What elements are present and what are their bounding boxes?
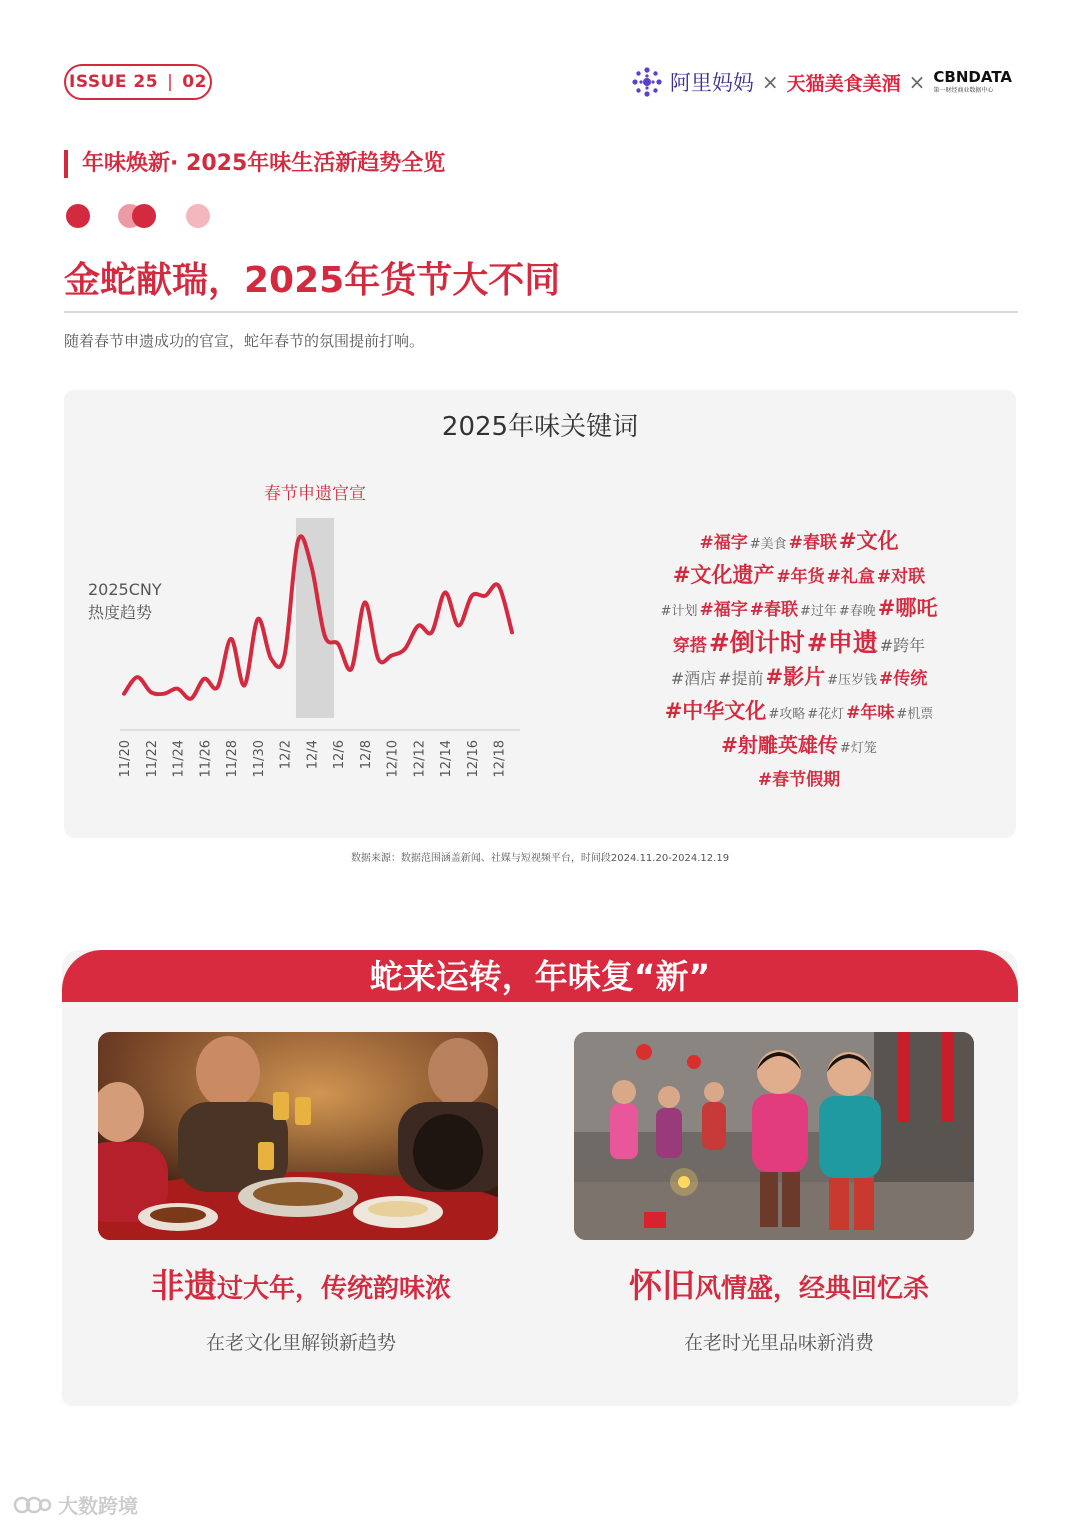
watermark bbox=[12, 1490, 138, 1519]
x-tick-label: 11/30 bbox=[251, 740, 267, 778]
keyword-tag: #过年 bbox=[799, 604, 837, 619]
keyword-tag: #中华文化 bbox=[664, 699, 767, 723]
data-point bbox=[216, 685, 220, 689]
data-point bbox=[149, 690, 153, 694]
data-point bbox=[443, 590, 447, 594]
keyword-tag: #文化 bbox=[838, 529, 899, 553]
series-label: 热度趋势 bbox=[88, 603, 153, 622]
decorative-dots bbox=[66, 203, 216, 229]
keyword-tag: #春联 bbox=[788, 533, 837, 553]
keyword-tag: #酒店 bbox=[670, 669, 717, 688]
data-point bbox=[189, 697, 193, 701]
red-dot-icon bbox=[132, 204, 156, 228]
x-tick-label: 11/26 bbox=[198, 740, 214, 778]
data-point bbox=[497, 584, 501, 588]
data-point bbox=[256, 617, 260, 621]
keyword-tag: #灯笼 bbox=[839, 741, 877, 756]
right-card-heading-rest: 风情盛，经典回忆杀 bbox=[694, 1274, 929, 1304]
subtitle: 随着春节申遗成功的官宣，蛇年春节的氛围提前打响。 bbox=[64, 332, 425, 350]
data-point bbox=[296, 539, 300, 543]
keyword-tag: #计划 bbox=[660, 604, 698, 619]
left-card-heading-emphasis: 非遗 bbox=[150, 1266, 217, 1305]
keyword-tag: #攻略 bbox=[768, 707, 806, 722]
keyword-tag: #春节假期 bbox=[757, 770, 841, 790]
data-point bbox=[202, 677, 206, 681]
keyword-tag: #春联 bbox=[749, 600, 798, 620]
data-point bbox=[323, 634, 327, 638]
children-sparklers-photo bbox=[574, 1032, 974, 1240]
data-point bbox=[122, 692, 126, 696]
cbndata-logo bbox=[933, 70, 1012, 94]
keyword-cloud bbox=[639, 526, 959, 796]
keyword-tag: #对联 bbox=[876, 567, 926, 587]
data-point bbox=[349, 667, 353, 671]
left-card-heading bbox=[62, 1260, 540, 1307]
series-label: 2025CNY bbox=[88, 580, 162, 599]
x-tick-label: 12/8 bbox=[358, 740, 374, 770]
data-point bbox=[135, 675, 139, 679]
alimama-name: 阿里妈妈 bbox=[669, 71, 754, 95]
cross-mark: × bbox=[761, 70, 779, 94]
keyword-tag: #申遗 bbox=[806, 628, 878, 657]
keyword-tag: #影片 bbox=[765, 665, 826, 689]
watermark-text: 大数跨境 bbox=[58, 1494, 138, 1518]
left-card-heading-rest: 过大年，传统韵味浓 bbox=[216, 1274, 451, 1304]
main-title: 金蛇献瑞，2025年货节大不同 bbox=[64, 260, 561, 301]
data-point bbox=[470, 594, 474, 598]
cbndata-subname: 第一财经商业数据中心 bbox=[933, 87, 994, 94]
data-point bbox=[309, 564, 313, 568]
issue-badge bbox=[64, 64, 212, 100]
data-point bbox=[242, 683, 246, 687]
keyword-tag: #射雕英雄传 bbox=[721, 733, 838, 757]
x-tick-label: 12/18 bbox=[492, 740, 508, 778]
keyword-tag: #跨年 bbox=[879, 636, 926, 655]
data-point bbox=[430, 630, 434, 634]
keyword-tag: #礼盒 bbox=[826, 567, 875, 587]
chart-title: 2025年味关键词 bbox=[441, 412, 639, 442]
data-point bbox=[162, 692, 166, 696]
issue-separator: | bbox=[167, 72, 174, 92]
data-point bbox=[176, 687, 180, 691]
x-tick-label: 12/10 bbox=[385, 740, 401, 778]
keyword-tag: #年味 bbox=[846, 703, 895, 723]
keyword-tag: #机票 bbox=[896, 707, 934, 722]
tmall-food-logo: 天猫美食美酒 bbox=[786, 72, 901, 95]
keyword-tag: #文化遗产 bbox=[672, 563, 775, 587]
keyword-tag: #传统 bbox=[879, 669, 928, 689]
cross-mark: × bbox=[908, 70, 926, 94]
trend-cards-panel bbox=[62, 950, 1018, 1406]
right-card-heading bbox=[540, 1260, 1018, 1307]
x-tick-label: 11/20 bbox=[118, 740, 133, 778]
partner-logos bbox=[630, 64, 1012, 100]
data-point bbox=[510, 630, 514, 634]
data-point bbox=[390, 654, 394, 658]
watermark-logo-icon bbox=[12, 1494, 52, 1516]
red-dot-icon bbox=[66, 204, 90, 228]
x-tick-label: 12/2 bbox=[278, 740, 294, 770]
source-note: 数据来源：数据范围涵盖新闻、社媒与短视频平台，时间段2024.11.20-2024.12.19 bbox=[350, 853, 730, 864]
x-tick-label: 11/28 bbox=[225, 740, 241, 778]
data-point bbox=[416, 624, 420, 628]
x-tick-label: 12/14 bbox=[439, 740, 455, 778]
keyword-tag: 穿搭 bbox=[672, 636, 707, 656]
keyword-chart-panel bbox=[64, 390, 1016, 838]
x-tick-label: 11/22 bbox=[144, 740, 160, 778]
alimama-icon bbox=[630, 65, 664, 99]
section-label: 年味焕新· 2025年味生活新趋势全览 bbox=[64, 150, 445, 178]
cbndata-name: CBNDATA bbox=[933, 68, 1012, 86]
data-point bbox=[376, 657, 380, 661]
data-point bbox=[483, 594, 487, 598]
left-card-subtitle: 在老文化里解锁新趋势 bbox=[205, 1332, 396, 1354]
keyword-tag: #哪吒 bbox=[877, 596, 938, 620]
keyword-tag: #福字 bbox=[699, 533, 748, 553]
x-tick-label: 11/24 bbox=[171, 740, 187, 778]
title-divider bbox=[64, 311, 1018, 313]
data-point bbox=[363, 600, 367, 604]
data-point bbox=[283, 654, 287, 658]
data-point bbox=[456, 624, 460, 628]
issue-page: 02 bbox=[182, 72, 207, 92]
band-title: 蛇来运转，年味复“新” bbox=[62, 950, 1018, 1002]
keyword-tag: #提前 bbox=[718, 669, 764, 688]
family-dinner-photo bbox=[98, 1032, 498, 1240]
light-pink-dot-icon bbox=[186, 204, 210, 228]
keyword-tag: #花灯 bbox=[807, 707, 845, 722]
keyword-tag: #美食 bbox=[749, 537, 787, 552]
annotation-label: 春节申遗官宣 bbox=[264, 484, 366, 504]
keyword-tag: #春晚 bbox=[838, 604, 876, 619]
keyword-tag: #年货 bbox=[776, 567, 825, 587]
issue-number: ISSUE 25 bbox=[69, 72, 159, 92]
right-card-heading-emphasis: 怀旧 bbox=[628, 1266, 695, 1305]
right-card-subtitle: 在老时光里品味新消费 bbox=[683, 1332, 874, 1354]
data-point bbox=[336, 642, 340, 646]
keyword-tag: #福字 bbox=[699, 600, 748, 620]
data-point bbox=[269, 657, 273, 661]
data-point bbox=[403, 647, 407, 651]
x-tick-label: 12/6 bbox=[332, 740, 348, 770]
keyword-tag: #倒计时 bbox=[708, 628, 805, 657]
keyword-tag: #压岁钱 bbox=[827, 673, 878, 688]
x-tick-label: 12/4 bbox=[305, 740, 321, 770]
annotation-highlight-band bbox=[296, 518, 334, 718]
data-point bbox=[229, 637, 233, 641]
x-tick-label: 12/16 bbox=[465, 740, 481, 778]
alimama-logo bbox=[630, 65, 754, 99]
x-tick-label: 12/12 bbox=[412, 740, 428, 778]
